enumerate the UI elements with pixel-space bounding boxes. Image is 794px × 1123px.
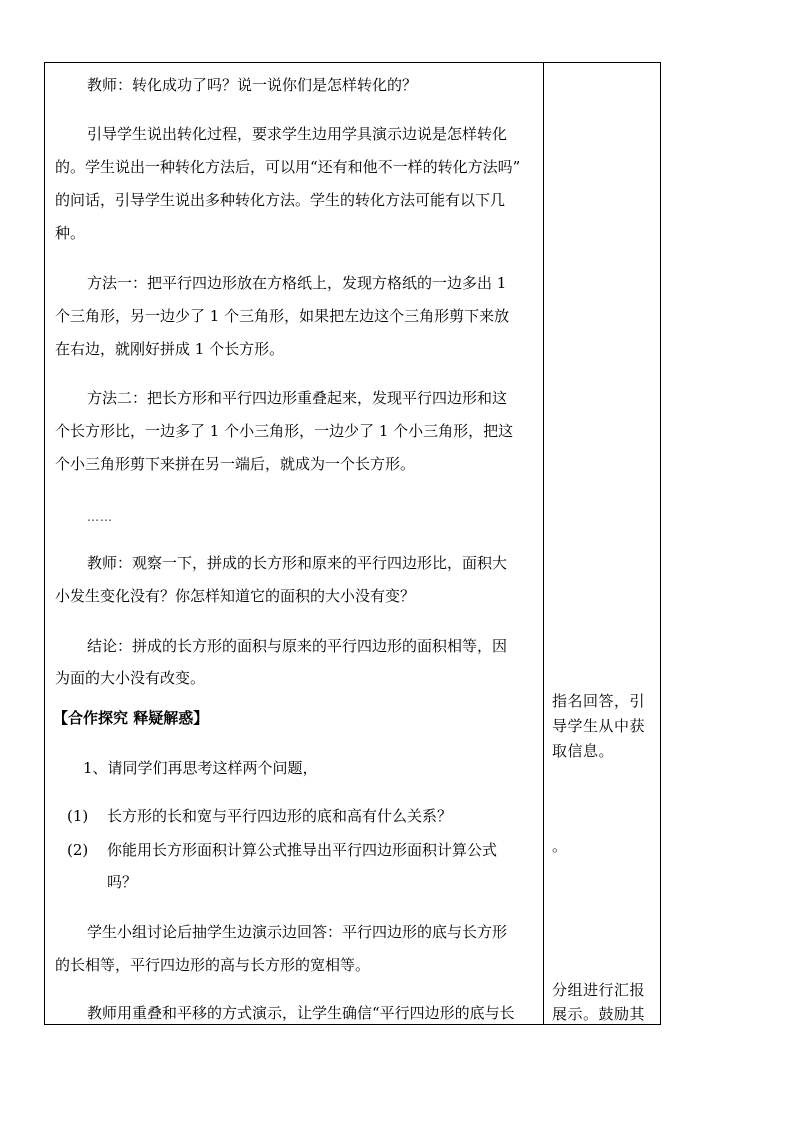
paragraph-method-two-line: 方法二：把长方形和平行四边形重叠起来，发现平行四边形和这 (87, 389, 508, 407)
lesson-table (44, 62, 661, 1025)
paragraph-method-one-line: 在右边，就刚好拼成 1 个长方形。 (55, 340, 285, 358)
section-heading: 【合作探究 释疑解惑】 (53, 709, 209, 727)
paragraph-guide-line: 的问话，引导学生说出多种转化方法。学生的转化方法可能有以下几 (55, 191, 506, 209)
paragraph-guide-line: 引导学生说出转化过程，要求学生边用学具演示边说是怎样转化 (87, 125, 508, 143)
paragraph-demonstration-line: 教师用重叠和平移的方式演示，让学生确信“平行四边形的底与长 (87, 1004, 515, 1022)
paragraph-method-one-line: 个三角形，另一边少了 1 个三角形，如果把左边这个三角形剪下来放 (55, 307, 510, 325)
paragraph-observe-line: 小发生变化没有？你怎样知道它的面积的大小没有变？ (55, 587, 416, 605)
side-note-line: 导学生从中获 (552, 717, 646, 735)
paragraph-guide-line: 的。学生说出一种转化方法后，可以用“还有和他不一样的转化方法吗” (55, 158, 521, 176)
question-number: (2) (67, 841, 89, 859)
paragraph-teacher-question: 教师：转化成功了吗？说一说你们是怎样转化的？ (87, 76, 418, 94)
paragraph-method-two-line: 个小三角形剪下来拼在另一端后，就成为一个长方形。 (55, 455, 416, 473)
paragraph-discussion-line: 的长相等，平行四边形的高与长方形的宽相等。 (55, 956, 371, 974)
side-note-line: 展示。鼓励其 (552, 1005, 646, 1023)
side-column (544, 63, 660, 1024)
side-note-line: 分组进行汇报 (552, 981, 646, 999)
paragraph-method-one-line: 方法一：把平行四边形放在方格纸上，发现方格纸的一边多出 1 (87, 274, 507, 292)
question-text: 长方形的长和宽与平行四边形的底和高有什么关系？ (107, 807, 453, 825)
question-number: (1) (67, 807, 89, 825)
paragraph-conclusion-line: 为面的大小没有改变。 (55, 669, 206, 687)
main-column (45, 63, 543, 1024)
paragraph-discussion-line: 学生小组讨论后抽学生边演示边回答：平行四边形的底与长方形 (87, 923, 508, 941)
question-text: 你能用长方形面积计算公式推导出平行四边形面积计算公式 (107, 841, 498, 859)
side-note-line: 指名回答，引 (552, 692, 646, 710)
side-note-line: 取信息。 (552, 742, 615, 760)
paragraph-conclusion-line: 结论：拼成的长方形的面积与原来的平行四边形的面积相等，因 (87, 637, 508, 655)
ellipsis: …… (87, 510, 113, 524)
paragraph-method-two-line: 个长方形比，一边多了 1 个小三角形，一边少了 1 个小三角形，把这 (55, 422, 514, 440)
question-text: 吗？ (107, 873, 138, 891)
question-intro: 1、请同学们再思考这样两个问题， (83, 759, 318, 777)
paragraph-guide-line: 种。 (55, 224, 86, 242)
paragraph-observe-line: 教师：观察一下，拼成的长方形和原来的平行四边形比，面积大 (87, 554, 508, 572)
side-note-mark: 。 (552, 837, 568, 855)
